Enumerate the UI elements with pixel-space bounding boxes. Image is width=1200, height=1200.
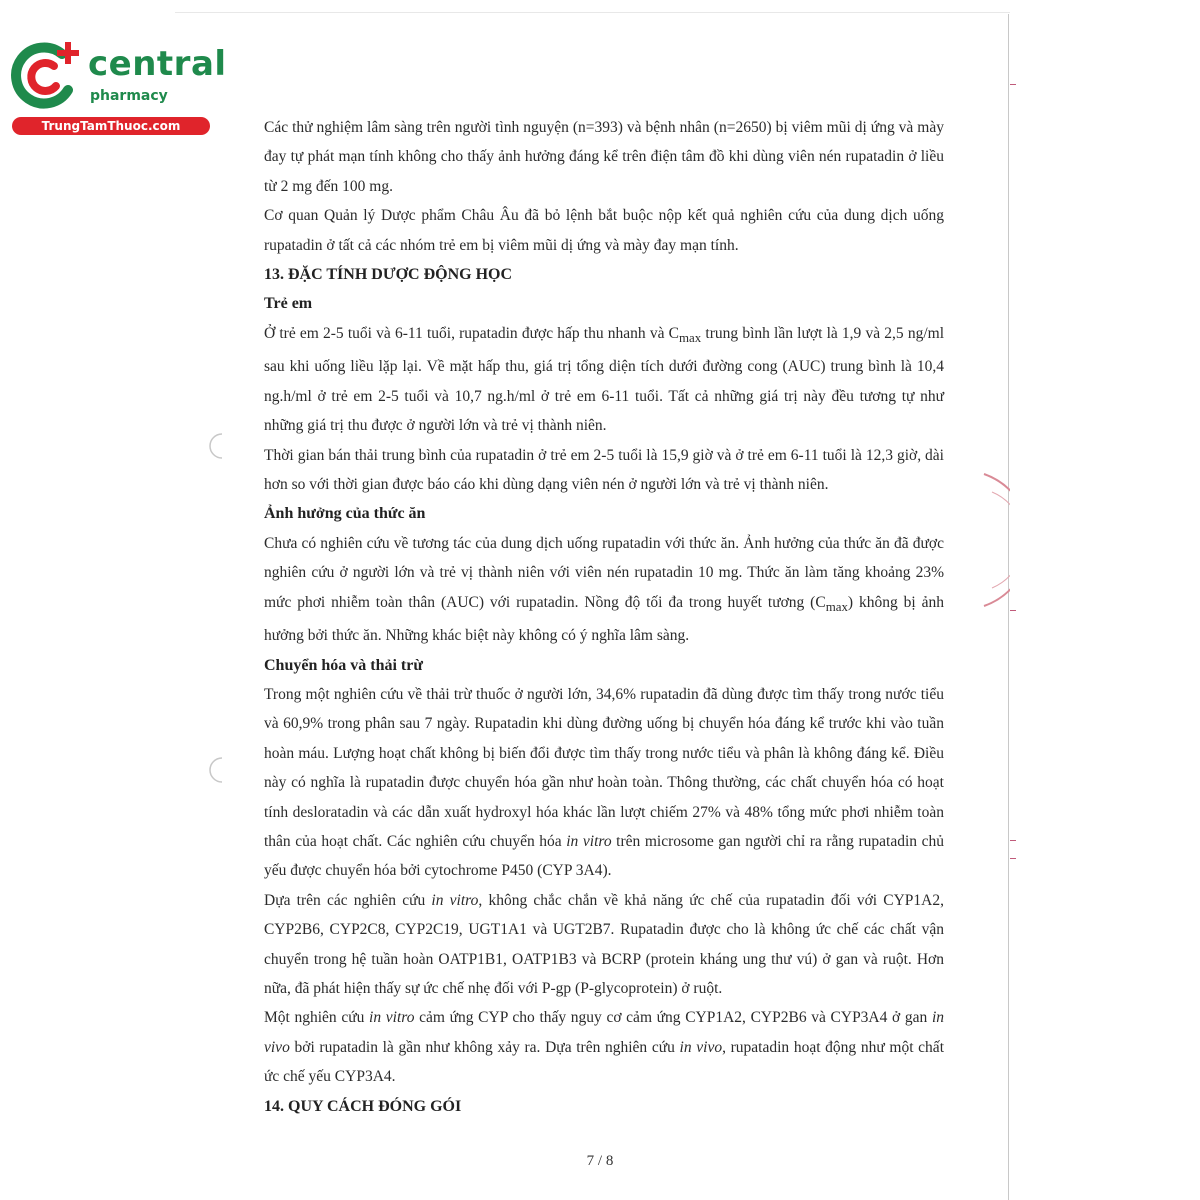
central-pharmacy-logo-icon bbox=[10, 38, 88, 116]
central-pharmacy-logo[interactable] bbox=[10, 38, 227, 138]
document-body bbox=[264, 113, 944, 1121]
paragraph-children-absorption: Ở trẻ em 2-5 tuổi và 6-11 tuổi, rupatadin được hấp thu nhanh và $C_{max}$ trung bình lần lượt là 1,9 và 2,5 ng/ml sau khi uống liều lặp lại. Về mặt hấp thu, giá trị tổng diện tích dưới đường cong (AUC) trung bình là 10,4 ng.h/ml ở trẻ em 2-5 tuổi và 10,7 ng.h/ml ở trẻ em 6-11 tuổi. Tất cả những giá trị này đều tương tự như những giá trị thu được ở người lớn và trẻ vị thành niên. bbox=[264, 324, 945, 435]
edge-tick-mark bbox=[1010, 610, 1016, 611]
section-14-heading: 14. QUY CÁCH ĐÓNG GÓI bbox=[264, 1097, 462, 1115]
paragraph-cyp-induction: Một nghiên cứu in vitro cảm ứng CYP cho thấy nguy cơ cảm ứng CYP1A2, CYP2B6 và CYP3A4 ở gan in vivo bởi rupatadin là gần như không xảy ra. Dựa trên nghiên cứu in vivo, rupatadin hoạt động như một chất ức chế yếu CYP3A4. bbox=[264, 1009, 944, 1086]
page-top-edge bbox=[175, 12, 1010, 13]
subheading-metabolism: Chuyển hóa và thải trừ bbox=[264, 656, 423, 674]
partial-stamp-seal-icon bbox=[982, 470, 1010, 610]
paragraph-metabolism-excretion: Trong một nghiên cứu về thải trừ thuốc ở người lớn, 34,6% rupatadin đã dùng được tìm thấy trong nước tiểu và 60,9% trong phân sau 7 ngày. Rupatadin khi dùng đường uống bị chuyển hóa đáng kể trước khi vào tuần hoàn máu. Lượng hoạt chất không bị biến đổi được tìm thấy trong nước tiểu và phân là không đáng kể. Điều này có nghĩa là rupatadin được chuyển hóa gần như hoàn toàn. Thông thường, các chất chuyển hóa có hoạt tính desloratadin và các dẫn xuất hydroxyl hóa khác lần lượt chiếm 27% và 48% tổng mức phơi nhiễm toàn thân của hoạt chất. Các nghiên cứu chuyển hóa in vitro trên microsome gan người chỉ ra rằng rupatadin chủ yếu được chuyển hóa bởi cytochrome P450 (CYP 3A4). bbox=[264, 685, 944, 880]
edge-tick-mark bbox=[1010, 84, 1016, 85]
logo-sub-text: pharmacy bbox=[90, 88, 168, 104]
edge-tick-mark bbox=[1010, 840, 1016, 841]
page-number: 7 / 8 bbox=[586, 1153, 614, 1169]
punch-hole-mark-icon bbox=[202, 756, 228, 784]
logo-brand-text: central bbox=[88, 44, 227, 84]
logo-url-badge[interactable]: TrungTamThuoc.com bbox=[12, 117, 210, 135]
punch-hole-mark-icon bbox=[202, 432, 228, 460]
edge-tick-mark bbox=[1010, 858, 1016, 859]
paragraph-ema-waiver: Cơ quan Quản lý Dược phẩm Châu Âu đã bỏ lệnh bắt buộc nộp kết quả nghiên cứu của dung dịch uống rupatadin ở tất cả các nhóm trẻ em bị viêm mũi dị ứng và mày đay mạn tính. bbox=[264, 207, 944, 254]
paragraph-in-vitro-inhibition: Dựa trên các nghiên cứu in vitro, không chắc chắn về khả năng ức chế của rupatadin đối với CYP1A2, CYP2B6, CYP2C8, CYP2C19, UGT1A1 và UGT2B7. Rupatadin được cho là không ức chế các chất vận chuyển trong hệ tuần hoàn OATP1B1, OATP1B3 và BCRP (protein kháng ung thư vú) ở gan và ruột. Hơn nữa, đã phát hiện thấy sự ức chế nhẹ đối với P-gp (P-glycoprotein) ở ruột. bbox=[264, 891, 944, 997]
paragraph-ecg-trials: Các thử nghiệm lâm sàng trên người tình nguyện (n=393) và bệnh nhân (n=2650) bị viêm mũi dị ứng và mày đay tự phát mạn tính không cho thấy ảnh hưởng đáng kể trên điện tâm đồ khi dùng viên nén rupatadin ở liều từ 2 mg đến 100 mg. bbox=[264, 119, 944, 195]
paragraph-children-half-life: Thời gian bán thải trung bình của rupatadin ở trẻ em 2-5 tuổi là 15,9 giờ và ở trẻ em 6-11 tuổi là 12,3 giờ, dài hơn so với thời gian được báo cáo khi dùng dạng viên nén ở người lớn và trẻ vị thành niên. bbox=[264, 446, 944, 493]
paragraph-food-effect: Chưa có nghiên cứu về tương tác của dung dịch uống rupatadin với thức ăn. Ảnh hưởng của thức ăn đã được nghiên cứu ở người lớn và trẻ vị thành niên với viên nén rupatadin 10 mg. Thức ăn làm tăng khoảng 23% mức phơi nhiễm toàn thân (AUC) với rupatadin. Nồng độ tối đa trong huyết tương $(C_{max})$ không bị ảnh hưởng bởi thức ăn. Những khác biệt này không có ý nghĩa lâm sàng. bbox=[264, 534, 944, 645]
subheading-food-effect: Ảnh hưởng của thức ăn bbox=[264, 505, 426, 523]
section-13-heading: 13. ĐẶC TÍNH DƯỢC ĐỘNG HỌC bbox=[264, 266, 513, 284]
subheading-children: Trẻ em bbox=[264, 295, 313, 313]
